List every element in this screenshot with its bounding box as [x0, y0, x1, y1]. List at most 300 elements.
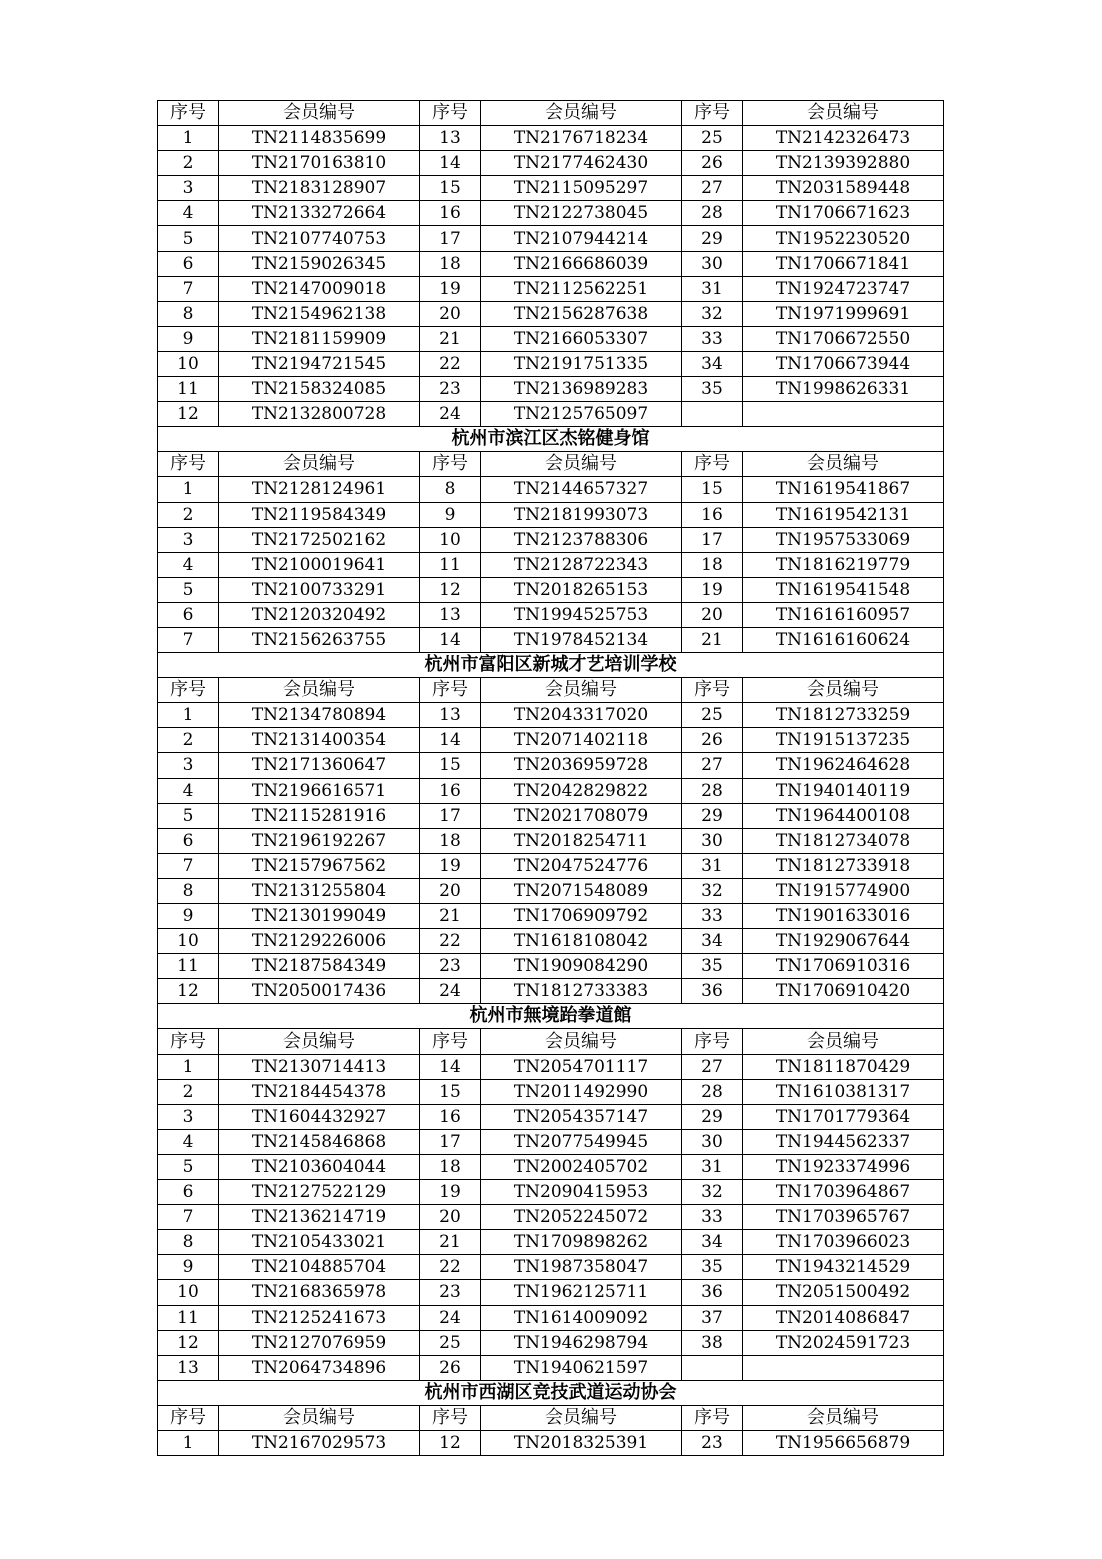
seq-cell: 35	[682, 1255, 743, 1280]
header-row	[158, 1405, 944, 1430]
member-id-cell: TN1940621597	[481, 1355, 682, 1380]
member-id-cell: TN2191751335	[481, 351, 682, 376]
seq-cell	[682, 402, 743, 427]
seq-cell: 10	[420, 527, 481, 552]
member-id-cell: TN2131400354	[219, 728, 420, 753]
member-id-cell: TN2166686039	[481, 251, 682, 276]
seq-cell: 2	[158, 1079, 219, 1104]
member-id-cell: TN2158324085	[219, 377, 420, 402]
seq-cell: 9	[158, 904, 219, 929]
member-id-cell: TN2183128907	[219, 176, 420, 201]
section-title: 杭州市西湖区竞技武道运动协会	[158, 1380, 944, 1405]
section-title-row	[158, 1380, 944, 1405]
seq-cell: 12	[158, 402, 219, 427]
member-id-cell: TN2194721545	[219, 351, 420, 376]
member-id-cell: TN1706671623	[743, 201, 944, 226]
seq-cell: 12	[158, 979, 219, 1004]
seq-cell: 23	[420, 1280, 481, 1305]
member-id-cell: TN2172502162	[219, 527, 420, 552]
seq-cell: 34	[682, 1230, 743, 1255]
table-row	[158, 954, 944, 979]
seq-cell: 37	[682, 1305, 743, 1330]
member-id-cell: TN2114835699	[219, 126, 420, 151]
member-id-cell: TN1971999691	[743, 301, 944, 326]
table-row	[158, 402, 944, 427]
member-id-cell: TN2168365978	[219, 1280, 420, 1305]
table-row	[158, 126, 944, 151]
table-row	[158, 351, 944, 376]
header-row	[158, 452, 944, 477]
member-id-cell: TN1987358047	[481, 1255, 682, 1280]
member-id-cell: TN2077549945	[481, 1129, 682, 1154]
seq-cell: 27	[682, 176, 743, 201]
member-id-cell: TN1901633016	[743, 904, 944, 929]
seq-cell: 3	[158, 753, 219, 778]
seq-cell: 17	[420, 1129, 481, 1154]
seq-cell: 12	[158, 1330, 219, 1355]
member-id-cell: TN2052245072	[481, 1205, 682, 1230]
member-id-cell: TN2002405702	[481, 1154, 682, 1179]
header-seq: 序号	[682, 452, 743, 477]
header-member-id: 会员编号	[743, 1029, 944, 1054]
table-row	[158, 602, 944, 627]
header-row	[158, 678, 944, 703]
member-id-cell: TN1616160624	[743, 627, 944, 652]
seq-cell: 25	[420, 1330, 481, 1355]
header-seq: 序号	[420, 1405, 481, 1430]
seq-cell: 15	[420, 1079, 481, 1104]
seq-cell: 11	[420, 552, 481, 577]
table-row	[158, 251, 944, 276]
member-id-cell: TN1962464628	[743, 753, 944, 778]
seq-cell: 2	[158, 728, 219, 753]
member-id-cell: TN1811870429	[743, 1054, 944, 1079]
section-title-row	[158, 1004, 944, 1029]
seq-cell: 28	[682, 201, 743, 226]
seq-cell: 16	[420, 778, 481, 803]
seq-cell: 26	[420, 1355, 481, 1380]
seq-cell: 6	[158, 251, 219, 276]
seq-cell: 22	[420, 929, 481, 954]
seq-cell: 30	[682, 828, 743, 853]
member-id-cell: TN2014086847	[743, 1305, 944, 1330]
seq-cell: 26	[682, 151, 743, 176]
header-row	[158, 101, 944, 126]
seq-cell: 31	[682, 853, 743, 878]
member-id-cell: TN2131255804	[219, 878, 420, 903]
member-id-cell: TN2047524776	[481, 853, 682, 878]
table-row	[158, 151, 944, 176]
seq-cell: 9	[420, 502, 481, 527]
seq-cell: 32	[682, 878, 743, 903]
member-id-cell: TN1944562337	[743, 1129, 944, 1154]
member-id-cell: TN1923374996	[743, 1154, 944, 1179]
seq-cell: 21	[420, 904, 481, 929]
member-id-cell: TN2128722343	[481, 552, 682, 577]
member-id-cell: TN1943214529	[743, 1255, 944, 1280]
member-id-cell: TN2107740753	[219, 226, 420, 251]
table-row	[158, 904, 944, 929]
header-member-id: 会员编号	[481, 452, 682, 477]
member-id-cell: TN2100733291	[219, 577, 420, 602]
seq-cell: 35	[682, 954, 743, 979]
seq-cell: 13	[420, 126, 481, 151]
member-id-cell: TN2130199049	[219, 904, 420, 929]
table-row	[158, 828, 944, 853]
table-row	[158, 527, 944, 552]
header-row	[158, 1029, 944, 1054]
header-seq: 序号	[158, 678, 219, 703]
member-id-cell: TN2105433021	[219, 1230, 420, 1255]
member-id-cell: TN2054701117	[481, 1054, 682, 1079]
member-id-cell: TN1703964867	[743, 1180, 944, 1205]
table-row	[158, 979, 944, 1004]
seq-cell: 10	[158, 1280, 219, 1305]
seq-cell: 7	[158, 853, 219, 878]
seq-cell: 7	[158, 627, 219, 652]
member-id-cell: TN2159026345	[219, 251, 420, 276]
header-member-id: 会员编号	[481, 101, 682, 126]
member-id-cell: TN1706910316	[743, 954, 944, 979]
seq-cell: 10	[158, 351, 219, 376]
seq-cell: 20	[682, 602, 743, 627]
member-id-cell: TN2181159909	[219, 326, 420, 351]
member-id-cell: TN2184454378	[219, 1079, 420, 1104]
seq-cell: 11	[158, 377, 219, 402]
member-id-cell: TN2054357147	[481, 1104, 682, 1129]
member-id-cell: TN2139392880	[743, 151, 944, 176]
seq-cell: 1	[158, 1054, 219, 1079]
member-id-cell: TN1614009092	[481, 1305, 682, 1330]
header-seq: 序号	[682, 678, 743, 703]
seq-cell: 16	[682, 502, 743, 527]
seq-cell: 24	[420, 402, 481, 427]
member-id-cell: TN2177462430	[481, 151, 682, 176]
seq-cell: 33	[682, 326, 743, 351]
member-id-cell: TN2187584349	[219, 954, 420, 979]
member-id-cell: TN1940140119	[743, 778, 944, 803]
member-id-cell: TN2147009018	[219, 276, 420, 301]
seq-cell: 7	[158, 1205, 219, 1230]
seq-cell: 27	[682, 1054, 743, 1079]
seq-cell: 11	[158, 1305, 219, 1330]
header-member-id: 会员编号	[481, 1029, 682, 1054]
header-seq: 序号	[158, 1029, 219, 1054]
member-id-cell: TN2127522129	[219, 1180, 420, 1205]
table-row	[158, 276, 944, 301]
member-id-cell: TN2018265153	[481, 577, 682, 602]
member-id-cell: TN2021708079	[481, 803, 682, 828]
member-id-cell: TN1703966023	[743, 1230, 944, 1255]
header-seq: 序号	[158, 101, 219, 126]
table-row	[158, 1129, 944, 1154]
seq-cell: 31	[682, 276, 743, 301]
seq-cell: 17	[420, 803, 481, 828]
header-member-id: 会员编号	[743, 1405, 944, 1430]
seq-cell: 8	[420, 477, 481, 502]
member-id-cell: TN2115281916	[219, 803, 420, 828]
table-row	[158, 226, 944, 251]
member-id-cell: TN2130714413	[219, 1054, 420, 1079]
member-id-cell: TN1964400108	[743, 803, 944, 828]
member-id-cell: TN1998626331	[743, 377, 944, 402]
member-id-cell: TN2196192267	[219, 828, 420, 853]
header-member-id: 会员编号	[743, 101, 944, 126]
header-seq: 序号	[420, 452, 481, 477]
seq-cell: 19	[420, 276, 481, 301]
seq-cell: 15	[420, 176, 481, 201]
table-row	[158, 577, 944, 602]
member-id-cell: TN1706672550	[743, 326, 944, 351]
member-id-cell: TN1946298794	[481, 1330, 682, 1355]
header-member-id: 会员编号	[219, 101, 420, 126]
member-id-cell: TN1957533069	[743, 527, 944, 552]
seq-cell: 23	[420, 954, 481, 979]
seq-cell: 20	[420, 301, 481, 326]
member-id-cell: TN2122738045	[481, 201, 682, 226]
member-id-cell: TN2125765097	[481, 402, 682, 427]
seq-cell: 28	[682, 1079, 743, 1104]
seq-cell: 23	[420, 377, 481, 402]
header-member-id: 会员编号	[481, 678, 682, 703]
seq-cell: 2	[158, 502, 219, 527]
table-row	[158, 1154, 944, 1179]
member-id-cell: TN1706673944	[743, 351, 944, 376]
seq-cell: 23	[682, 1430, 743, 1455]
seq-cell: 19	[420, 853, 481, 878]
seq-cell: 13	[420, 602, 481, 627]
member-id-cell: TN2119584349	[219, 502, 420, 527]
seq-cell: 34	[682, 929, 743, 954]
member-id-cell: TN1909084290	[481, 954, 682, 979]
member-id-cell: TN2133272664	[219, 201, 420, 226]
member-id-cell: TN1604432927	[219, 1104, 420, 1129]
seq-cell: 13	[420, 703, 481, 728]
member-table-body	[158, 101, 944, 1456]
member-id-cell: TN1706909792	[481, 904, 682, 929]
table-row	[158, 1330, 944, 1355]
member-id-cell: TN1812734078	[743, 828, 944, 853]
table-row	[158, 377, 944, 402]
seq-cell: 19	[420, 1180, 481, 1205]
seq-cell: 36	[682, 979, 743, 1004]
seq-cell: 4	[158, 201, 219, 226]
section-title: 杭州市富阳区新城才艺培训学校	[158, 653, 944, 678]
member-id-cell	[743, 402, 944, 427]
member-id-cell: TN2156263755	[219, 627, 420, 652]
member-id-cell: TN1812733259	[743, 703, 944, 728]
seq-cell: 14	[420, 627, 481, 652]
header-seq: 序号	[682, 101, 743, 126]
header-member-id: 会员编号	[219, 452, 420, 477]
seq-cell: 10	[158, 929, 219, 954]
seq-cell: 30	[682, 1129, 743, 1154]
header-member-id: 会员编号	[219, 1029, 420, 1054]
table-row	[158, 627, 944, 652]
seq-cell: 21	[420, 1230, 481, 1255]
table-row	[158, 502, 944, 527]
table-row	[158, 778, 944, 803]
header-seq: 序号	[682, 1405, 743, 1430]
table-row	[158, 703, 944, 728]
member-id-cell: TN1812733383	[481, 979, 682, 1004]
seq-cell: 11	[158, 954, 219, 979]
seq-cell: 25	[682, 126, 743, 151]
member-id-cell: TN2042829822	[481, 778, 682, 803]
member-id-cell: TN2024591723	[743, 1330, 944, 1355]
seq-cell: 18	[420, 828, 481, 853]
member-id-cell: TN2128124961	[219, 477, 420, 502]
seq-cell: 8	[158, 1230, 219, 1255]
table-row	[158, 1079, 944, 1104]
seq-cell: 6	[158, 602, 219, 627]
seq-cell: 12	[420, 1430, 481, 1455]
member-id-cell: TN2145846868	[219, 1129, 420, 1154]
member-id-cell: TN2018325391	[481, 1430, 682, 1455]
member-id-cell: TN2136989283	[481, 377, 682, 402]
member-id-cell: TN2157967562	[219, 853, 420, 878]
header-seq: 序号	[158, 452, 219, 477]
member-id-cell: TN2181993073	[481, 502, 682, 527]
seq-cell: 33	[682, 904, 743, 929]
member-id-cell: TN1709898262	[481, 1230, 682, 1255]
member-table	[157, 100, 944, 1456]
table-row	[158, 728, 944, 753]
seq-cell: 22	[420, 351, 481, 376]
member-id-cell: TN2090415953	[481, 1180, 682, 1205]
table-row	[158, 1205, 944, 1230]
seq-cell: 3	[158, 527, 219, 552]
member-id-cell: TN2125241673	[219, 1305, 420, 1330]
header-member-id: 会员编号	[743, 452, 944, 477]
member-id-cell: TN1812733918	[743, 853, 944, 878]
seq-cell: 29	[682, 226, 743, 251]
table-row	[158, 1054, 944, 1079]
header-member-id: 会员编号	[481, 1405, 682, 1430]
header-seq: 序号	[420, 1029, 481, 1054]
table-row	[158, 878, 944, 903]
seq-cell: 18	[420, 251, 481, 276]
table-row	[158, 1255, 944, 1280]
header-seq: 序号	[158, 1405, 219, 1430]
seq-cell: 29	[682, 1104, 743, 1129]
seq-cell: 17	[420, 226, 481, 251]
member-id-cell: TN2129226006	[219, 929, 420, 954]
seq-cell: 8	[158, 878, 219, 903]
seq-cell: 14	[420, 151, 481, 176]
seq-cell: 34	[682, 351, 743, 376]
member-id-cell: TN2115095297	[481, 176, 682, 201]
seq-cell: 15	[682, 477, 743, 502]
seq-cell: 8	[158, 301, 219, 326]
seq-cell: 27	[682, 753, 743, 778]
seq-cell: 9	[158, 326, 219, 351]
member-id-cell: TN2132800728	[219, 402, 420, 427]
table-row	[158, 803, 944, 828]
member-id-cell: TN2018254711	[481, 828, 682, 853]
seq-cell: 1	[158, 477, 219, 502]
member-id-cell: TN2104885704	[219, 1255, 420, 1280]
member-id-cell: TN1915137235	[743, 728, 944, 753]
member-id-cell: TN1929067644	[743, 929, 944, 954]
table-row	[158, 201, 944, 226]
member-id-cell: TN1962125711	[481, 1280, 682, 1305]
member-id-cell: TN2036959728	[481, 753, 682, 778]
seq-cell: 6	[158, 1180, 219, 1205]
member-id-cell: TN2071548089	[481, 878, 682, 903]
member-id-cell: TN2142326473	[743, 126, 944, 151]
member-id-cell: TN2136214719	[219, 1205, 420, 1230]
member-id-cell: TN2123788306	[481, 527, 682, 552]
table-row	[158, 326, 944, 351]
member-id-cell: TN2112562251	[481, 276, 682, 301]
seq-cell: 16	[420, 201, 481, 226]
member-id-cell: TN1703965767	[743, 1205, 944, 1230]
member-id-cell: TN2127076959	[219, 1330, 420, 1355]
member-id-cell: TN1924723747	[743, 276, 944, 301]
table-row	[158, 1355, 944, 1380]
table-row	[158, 929, 944, 954]
seq-cell: 17	[682, 527, 743, 552]
seq-cell: 3	[158, 176, 219, 201]
header-member-id: 会员编号	[219, 678, 420, 703]
member-id-cell: TN2170163810	[219, 151, 420, 176]
member-id-cell: TN2120320492	[219, 602, 420, 627]
seq-cell: 4	[158, 778, 219, 803]
member-id-cell: TN1952230520	[743, 226, 944, 251]
seq-cell: 12	[420, 577, 481, 602]
member-id-cell: TN2166053307	[481, 326, 682, 351]
table-row	[158, 301, 944, 326]
seq-cell: 32	[682, 1180, 743, 1205]
member-id-cell: TN2050017436	[219, 979, 420, 1004]
table-row	[158, 753, 944, 778]
seq-cell: 18	[420, 1154, 481, 1179]
seq-cell: 36	[682, 1280, 743, 1305]
member-id-cell: TN2071402118	[481, 728, 682, 753]
seq-cell: 1	[158, 1430, 219, 1455]
seq-cell: 4	[158, 1129, 219, 1154]
seq-cell: 38	[682, 1330, 743, 1355]
seq-cell: 9	[158, 1255, 219, 1280]
member-id-cell: TN2064734896	[219, 1355, 420, 1380]
member-id-cell: TN1619542131	[743, 502, 944, 527]
seq-cell: 5	[158, 803, 219, 828]
table-row	[158, 552, 944, 577]
seq-cell: 21	[682, 627, 743, 652]
member-id-cell: TN2134780894	[219, 703, 420, 728]
table-row	[158, 1280, 944, 1305]
member-id-cell	[743, 1355, 944, 1380]
member-id-cell: TN2051500492	[743, 1280, 944, 1305]
member-id-cell: TN2031589448	[743, 176, 944, 201]
seq-cell: 4	[158, 552, 219, 577]
member-id-cell: TN2100019641	[219, 552, 420, 577]
seq-cell: 5	[158, 226, 219, 251]
member-id-cell: TN2171360647	[219, 753, 420, 778]
seq-cell	[682, 1355, 743, 1380]
seq-cell: 22	[420, 1255, 481, 1280]
seq-cell: 14	[420, 1054, 481, 1079]
member-id-cell: TN2144657327	[481, 477, 682, 502]
seq-cell: 28	[682, 778, 743, 803]
seq-cell: 31	[682, 1154, 743, 1179]
seq-cell: 20	[420, 878, 481, 903]
header-member-id: 会员编号	[219, 1405, 420, 1430]
table-row	[158, 1230, 944, 1255]
section-title-row	[158, 653, 944, 678]
table-row	[158, 1430, 944, 1455]
